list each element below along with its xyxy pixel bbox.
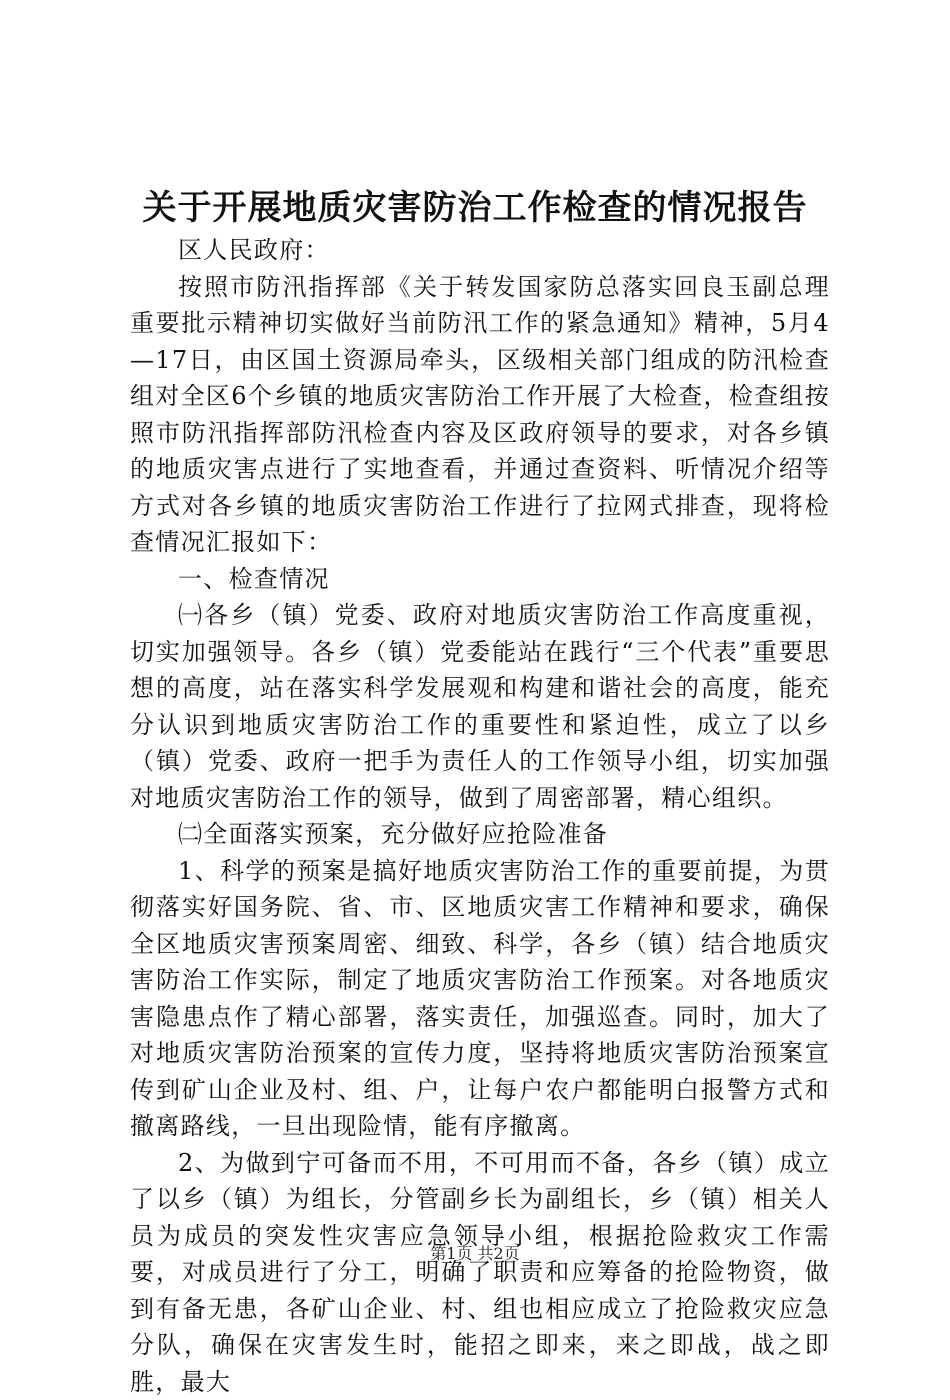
salutation: 区人民政府：	[130, 232, 830, 269]
subheading-preparation: ㈡全面落实预案，充分做好应抢险准备	[130, 816, 830, 853]
paragraph-leadership: ㈠各乡（镇）党委、政府对地质灾害防治工作高度重视，切实加强领导。各乡（镇）党委能站在践行“三个代表”重要思想的高度，站在落实科学发展观和构建和谐社会的高度，能充分认识到地质灾害防治工作的重要性和紧迫性，成立了以乡（镇）党委、政府一把手为责任人的工作领导小组，切实加强对地质灾害防治工作的领导，做到了周密部署，精心组织。	[130, 597, 830, 816]
document-body	[130, 232, 830, 1400]
document-title: 关于开展地质灾害防治工作检查的情况报告	[0, 183, 950, 233]
paragraph-intro: 按照市防汛指挥部《关于转发国家防总落实回良玉副总理重要批示精神切实做好当前防汛工作的紧急通知》精神，5月4—17日，由区国土资源局牵头，区级相关部门组成的防汛检查组对全区6个乡镇的地质灾害防治工作开展了大检查，检查组按照市防汛指挥部防汛检查内容及区政府领导的要求，对各乡镇的地质灾害点进行了实地查看，并通过查资料、听情况介绍等方式对各乡镇的地质灾害防治工作进行了拉网式排查，现将检查情况汇报如下：	[130, 269, 830, 561]
paragraph-item-2: 2、为做到宁可备而不用，不可用而不备，各乡（镇）成立了以乡（镇）为组长，分管副乡长为副组长，乡（镇）相关人员为成员的突发性灾害应急领导小组，根据抢险救灾工作需要，对成员进行了分工，明确了职责和应筹备的抢险物资，做到有备无患，各矿山企业、村、组也相应成立了抢险救灾应急分队，确保在灾害发生时，能招之即来，来之即战，战之即胜，最大	[130, 1145, 830, 1400]
paragraph-item-1: 1、科学的预案是搞好地质灾害防治工作的重要前提，为贯彻落实好国务院、省、市、区地质灾害工作精神和要求，确保全区地质灾害预案周密、细致、科学，各乡（镇）结合地质灾害防治工作实际，制定了地质灾害防治工作预案。对各地质灾害隐患点作了精心部署，落实责任，加强巡查。同时，加大了对地质灾害防治预案的宣传力度，坚持将地质灾害防治预案宣传到矿山企业及村、组、户，让每户农户都能明白报警方式和撤离路线，一旦出现险情，能有序撤离。	[130, 853, 830, 1145]
section-heading-inspection: 一、检查情况	[130, 561, 830, 598]
page-footer: 第1页 共2页	[0, 1242, 950, 1266]
